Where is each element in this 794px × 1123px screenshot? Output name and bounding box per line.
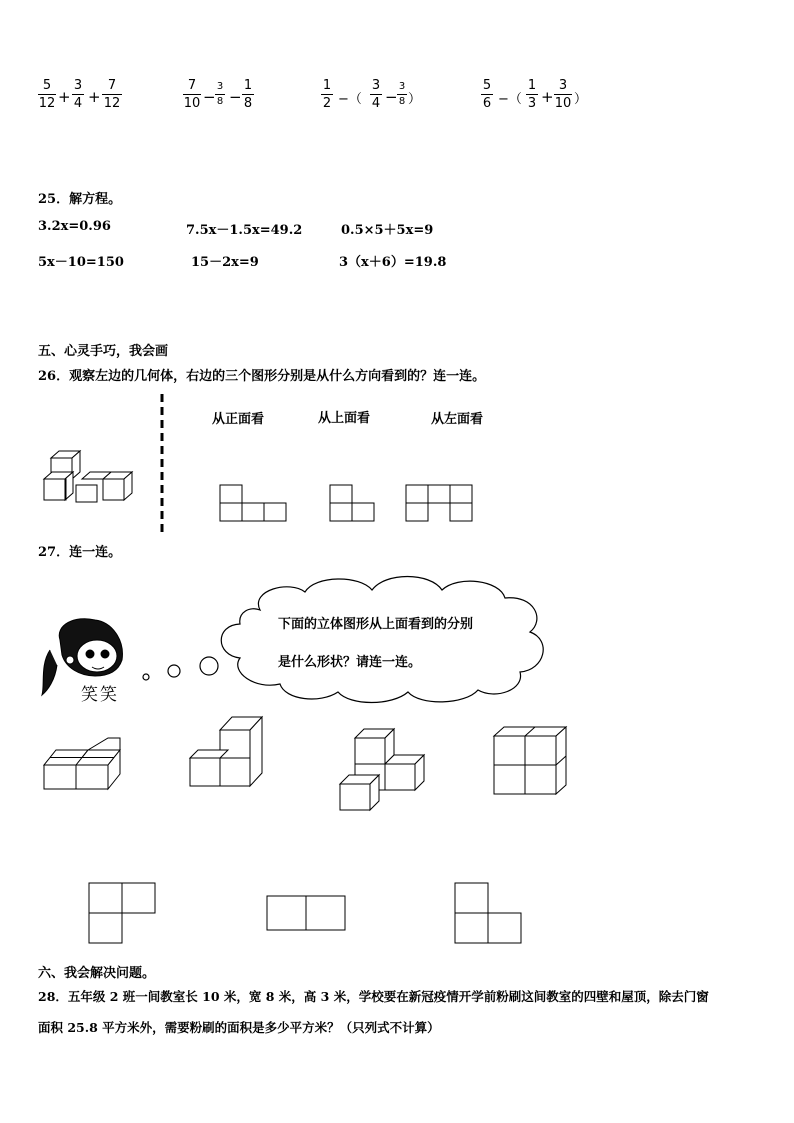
operator: −（ bbox=[498, 92, 522, 107]
operator: − bbox=[229, 88, 242, 106]
question-28-line1: 28．五年级 2 班一间教室长 10 米，宽 8 米，高 3 米，学校要在新冠疫情开学前粉刷这间教室的四壁和屋顶，除去门窗 bbox=[38, 989, 709, 1004]
operator: − bbox=[385, 88, 398, 106]
equation: 3（x＋6）=19.8 bbox=[339, 255, 447, 270]
numerator: 3 bbox=[371, 78, 381, 93]
denominator: 4 bbox=[73, 96, 83, 111]
question-26-title: 26．观察左边的几何体，右边的三个图形分别是从什么方向看到的？连一连。 bbox=[38, 369, 486, 384]
bubble-text-line2: 是什么形状？请连一连。 bbox=[278, 655, 422, 670]
denominator: 8 bbox=[243, 96, 253, 111]
numerator: 1 bbox=[527, 78, 537, 93]
operator: − bbox=[203, 88, 216, 106]
denominator: 2 bbox=[322, 96, 332, 111]
view-label-left: 从左面看 bbox=[431, 412, 484, 427]
bubble-text-line1: 下面的立体图形从上面看到的分别 bbox=[278, 617, 474, 632]
view-label-top: 从上面看 bbox=[318, 411, 371, 426]
numerator: 3 bbox=[558, 78, 568, 93]
denominator: 12 bbox=[38, 96, 56, 111]
equation: 5x－10=150 bbox=[38, 255, 124, 270]
numerator: 1 bbox=[322, 78, 332, 93]
equation: 3.2x=0.96 bbox=[38, 219, 111, 234]
denominator: 10 bbox=[554, 96, 572, 111]
denominator: 8 bbox=[216, 96, 224, 107]
numerator: 1 bbox=[243, 78, 253, 93]
equation: 0.5×5＋5x=9 bbox=[341, 223, 434, 238]
question-28-line2: 面积 25.8 平方米外，需要粉刷的面积是多少平方米？（只列式不计算） bbox=[38, 1020, 440, 1035]
question-27-title: 27．连一连。 bbox=[38, 545, 122, 560]
numerator: 5 bbox=[482, 78, 492, 93]
denominator: 8 bbox=[398, 96, 406, 107]
section-6-heading: 六、我会解决问题。 bbox=[38, 966, 156, 981]
operator: + bbox=[541, 88, 554, 106]
denominator: 6 bbox=[482, 96, 492, 111]
denominator: 4 bbox=[371, 96, 381, 111]
denominator: 3 bbox=[527, 96, 537, 111]
question-25-title: 25．解方程。 bbox=[38, 192, 122, 207]
numerator: 3 bbox=[73, 78, 83, 93]
operator: ） bbox=[574, 92, 588, 107]
operator: −（ bbox=[338, 92, 362, 107]
numerator: 3 bbox=[216, 81, 224, 92]
numerator: 7 bbox=[107, 78, 117, 93]
operator: + bbox=[58, 88, 71, 106]
equation: 15－2x=9 bbox=[191, 255, 259, 270]
section-5-heading: 五、心灵手巧，我会画 bbox=[38, 344, 169, 359]
operator: ） bbox=[408, 92, 422, 107]
equation: 7.5x－1.5x=49.2 bbox=[186, 223, 303, 238]
numerator: 7 bbox=[187, 78, 197, 93]
girl-name-label: 笑笑 bbox=[81, 685, 119, 705]
numerator: 5 bbox=[42, 78, 52, 93]
operator: + bbox=[88, 88, 101, 106]
view-label-front: 从正面看 bbox=[212, 412, 265, 427]
denominator: 12 bbox=[103, 96, 121, 111]
denominator: 10 bbox=[183, 96, 201, 111]
numerator: 3 bbox=[398, 81, 406, 92]
